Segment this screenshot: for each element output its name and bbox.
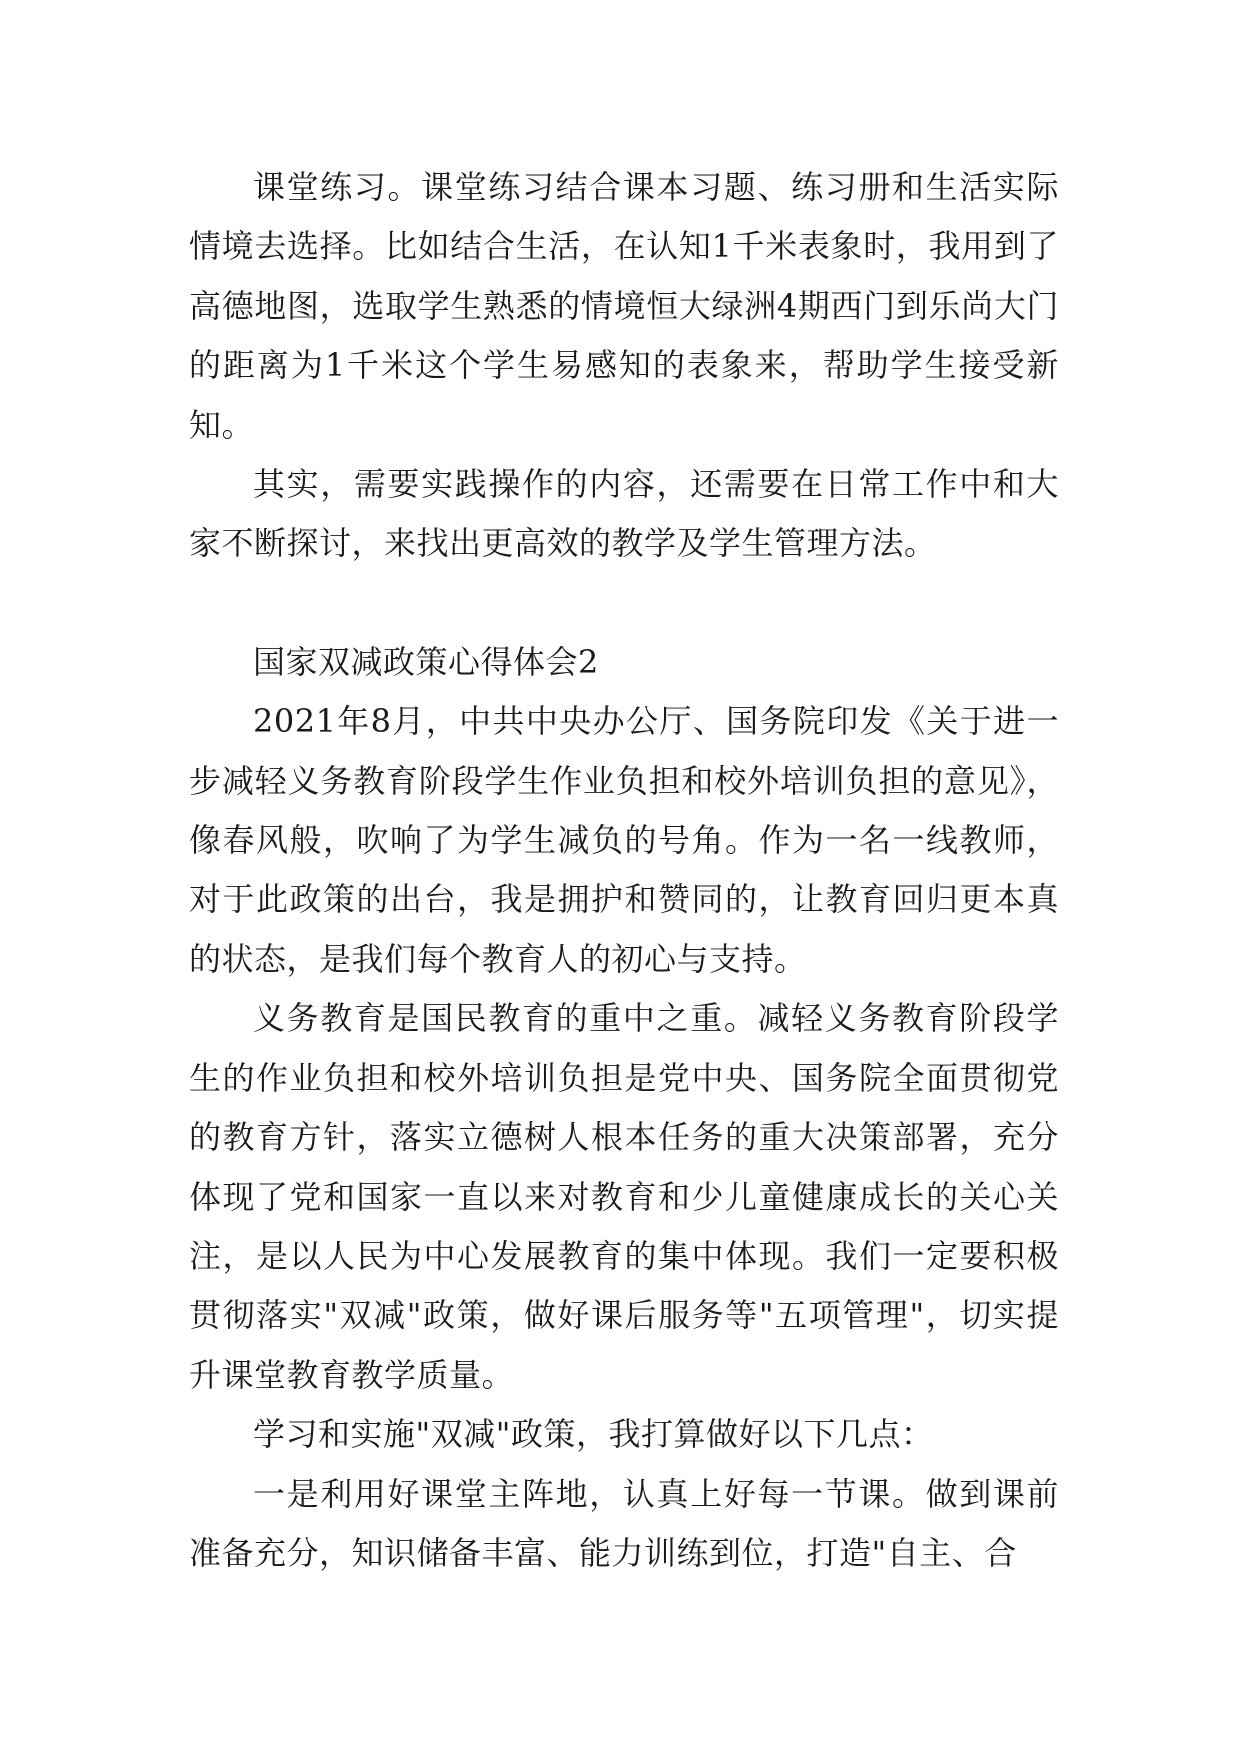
section-title: 国家双减政策心得体会2 — [253, 642, 599, 681]
body-paragraph: 义务教育是国民教育的重中之重。减轻义务教育阶段学生的作业负担和校外培训负担是党中央、国务院全面贯彻党的教育方针，落实立德树人根本任务的重大决策部署，充分体现了党和国家一直以来对教育和少儿童健康成长的关心关注，是以人民为中心发展教育的集中体现。我们一定要积极贯彻落实"双减"政策，做好课后服务等"五项管理"，切实提升课堂教育教学质量。 — [189, 999, 1059, 1394]
body-paragraph: 课堂练习。课堂练习结合课本习题、练习册和生活实际情境去选择。比如结合生活，在认知1千米表象时，我用到了高德地图，选取学生熟悉的情境恒大绿洲4期西门到乐尚大门的距离为1千米这个学生易感知的表象来，帮助学生接受新知。 — [189, 168, 1059, 444]
body-paragraph: 一是利用好课堂主阵地，认真上好每一节课。做到课前准备充分，知识储备丰富、能力训练到位，打造"自主、合 — [189, 1474, 1059, 1572]
body-paragraph: 学习和实施"双减"政策，我打算做好以下几点： — [253, 1415, 934, 1454]
section-gap — [189, 574, 1059, 633]
document-body — [189, 158, 1059, 1583]
body-paragraph: 其实，需要实践操作的内容，还需要在日常工作中和大家不断探讨，来找出更高效的教学及学生管理方法。 — [189, 465, 1059, 563]
body-paragraph: 2021年8月，中共中央办公厅、国务院印发《关于进一步减轻义务教育阶段学生作业负担和校外培训负担的意见》，像春风般，吹响了为学生减负的号角。作为一名一线教师，对于此政策的出台，我是拥护和赞同的，让教育回归更本真的状态，是我们每个教育人的初心与支持。 — [189, 702, 1059, 978]
